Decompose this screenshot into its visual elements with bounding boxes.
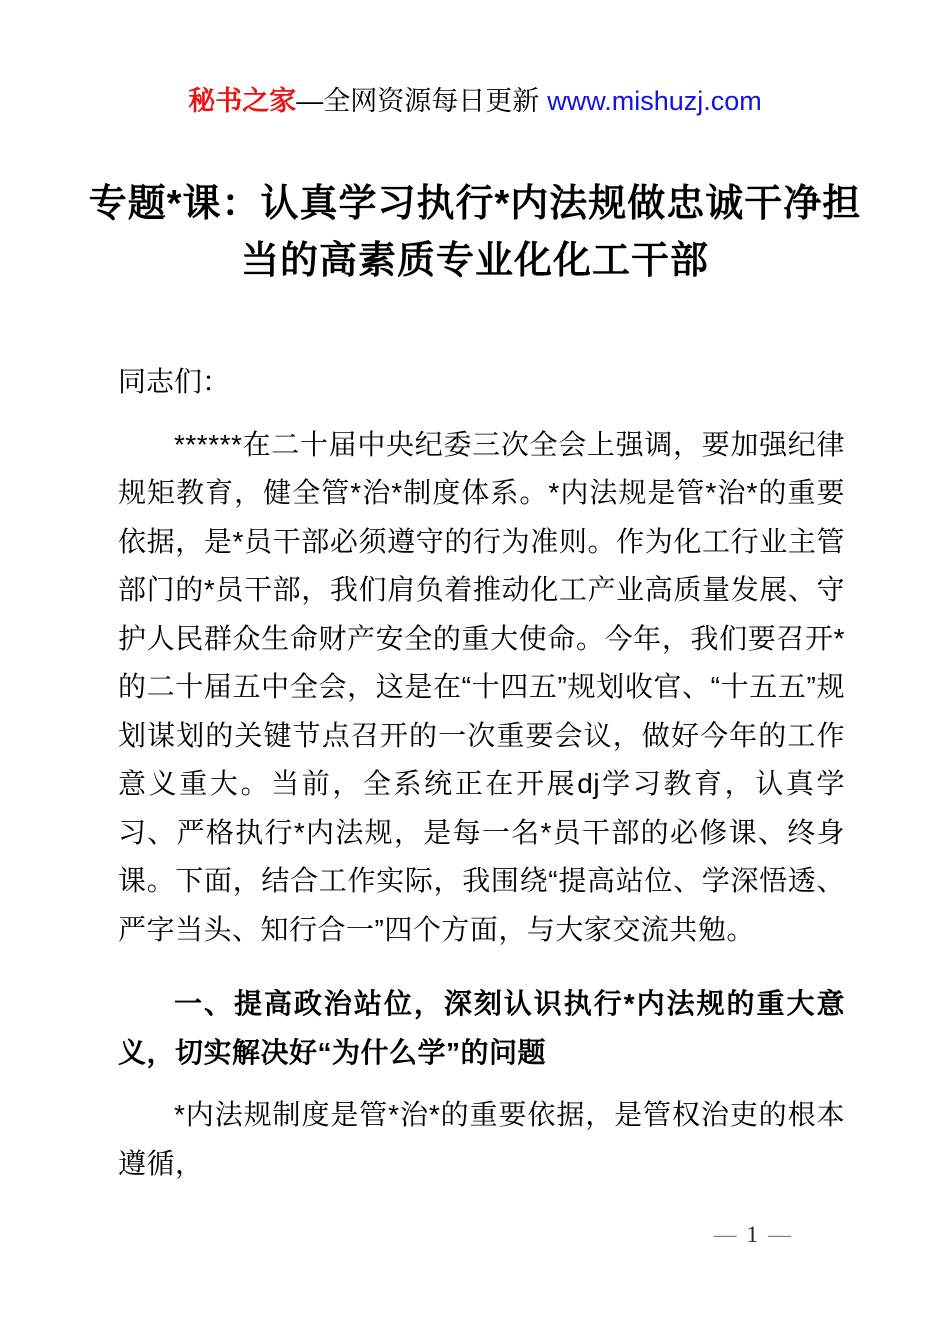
site-url-link[interactable]: www.mishuzj.com xyxy=(547,86,762,116)
salutation: 同志们： xyxy=(118,366,231,397)
paragraph-intro: ******在二十届中央纪委三次全会上强调，要加强纪律规矩教育，健全管*治*制度体系。*内法规是管*治*的重要依据，是*员干部必须遵守的行为准则。作为化工行业主管部门的*员干部，我们肩负着推动化工产业高质量发展、守护人民群众生命财产安全的重大使命。今年，我们要召开*的二十届五中全会，这是在“十四五”规划收官、“十五五”规划谋划的关键节点召开的一次重要会议，做好今年的工作意义重大。当前，全系统正在开展dj学习教育，认真学习、严格执行*内法规，是每一名*员干部的必修课、终身课。下面，结合工作实际，我围绕“提高站位、学深悟透、严字当头、知行合一”四个方面，与大家交流共勉。 xyxy=(118,428,845,945)
site-brand: 秘书之家 xyxy=(188,86,297,116)
header-tagline: 全网资源每日更新 xyxy=(323,86,540,116)
footer-dash-right: — xyxy=(768,1222,791,1247)
document-title xyxy=(40,176,910,290)
footer-dash-left: — xyxy=(713,1222,737,1247)
title-line-2: 当的高素质专业化化工干部 xyxy=(240,240,709,282)
page-number: 1 xyxy=(746,1222,758,1247)
paragraph-section-body: *内法规制度是管*治*的重要依据，是管权治吏的根本遵循， xyxy=(118,1099,845,1179)
section-heading-1: 一、提高政治站位，深刻认识执行*内法规的重大意义，切实解决好“为什么学”的问题 xyxy=(118,988,845,1068)
page-footer xyxy=(708,1222,798,1248)
title-line-1: 专题*课：认真学习执行*内法规做忠诚干净担 xyxy=(88,183,862,225)
header-dash: — xyxy=(296,86,324,116)
document-body xyxy=(0,358,950,1188)
site-header xyxy=(0,84,950,118)
